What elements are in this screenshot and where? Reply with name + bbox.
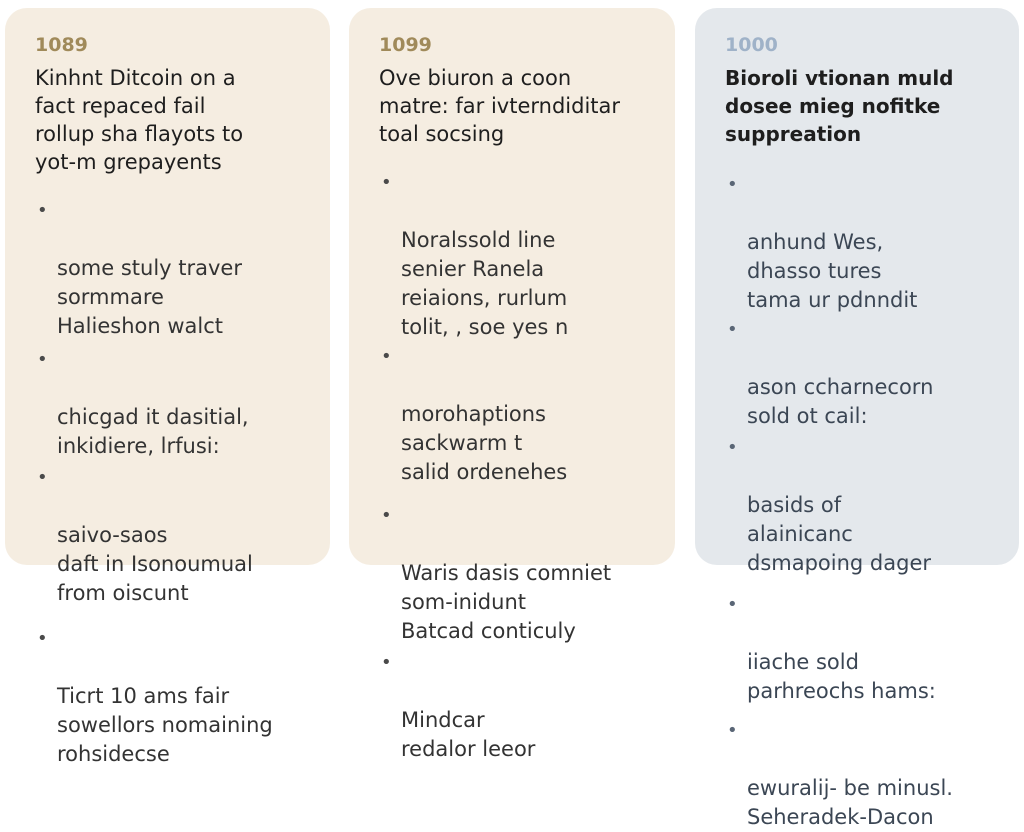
bullet-item: [725, 433, 997, 578]
bullet-text: ason ccharnecorn sold ot cail:: [747, 375, 934, 428]
bullet-dot-icon: •: [381, 505, 392, 526]
bullet-text: chicgad it dasitial, inkidiere, lrfusi:: [57, 405, 249, 458]
bullet-text: anhund Wes, dhasso tures tama ur pdnndit: [747, 230, 918, 312]
bullet-text: some stuly traver sormmare Halieshon walct: [57, 256, 242, 338]
bullet-item: [725, 315, 997, 431]
bullet-dot-icon: •: [727, 437, 738, 458]
card-3: [695, 8, 1019, 829]
bullet-dot-icon: •: [727, 594, 738, 615]
bullet-dot-icon: •: [727, 319, 738, 340]
bullet-text: Waris dasis comniet som-inidunt Batcad conticuly: [401, 561, 612, 643]
bullet-text: iiache sold parhreochs hams:: [747, 650, 936, 703]
bullet-item: [725, 716, 997, 832]
card-1: [5, 8, 330, 766]
bullet-item: [35, 345, 308, 461]
bullet-dot-icon: •: [37, 200, 48, 221]
bullet-dot-icon: •: [381, 172, 392, 193]
bullet-item: [379, 342, 653, 487]
bullet-item: [35, 624, 308, 769]
card-title: Bioroli vtionan muld dosee mieg nofitke suppreation: [725, 66, 954, 146]
bullet-dot-icon: •: [37, 628, 48, 649]
bullet-list: [35, 196, 308, 769]
bullet-list: [725, 170, 997, 832]
card-year: 1099: [379, 34, 432, 56]
bullet-text: basids of alainicanc dsmapoing dager: [747, 493, 932, 575]
bullet-item: [35, 196, 308, 341]
bullet-item: [379, 168, 653, 342]
bullet-text: saivo-saos daft in Isonoumual from oiscunt: [57, 523, 253, 605]
bullet-item: [725, 170, 997, 315]
bullet-item: [379, 648, 653, 764]
bullet-text: ewuralij- be minusl. Seheradek-Dacon: [747, 776, 953, 829]
bullet-text: morohaptions sackwarm t salid ordenehes: [401, 402, 568, 484]
bullet-item: [379, 501, 653, 646]
bullet-dot-icon: •: [727, 174, 738, 195]
card-year: 1000: [725, 34, 778, 56]
bullet-text: Ticrt 10 ams fair sowellors nomaining rohsidecse: [57, 684, 273, 766]
card-title: Kinhnt Ditcoin on a fact repaced fail rollup sha flayots to yot-m grepayents: [35, 66, 244, 174]
card-year: 1089: [35, 34, 88, 56]
card-2: [349, 8, 675, 761]
bullet-text: Mindcar redalor leeor: [401, 708, 536, 761]
bullet-item: [35, 463, 308, 608]
bullet-text: Noralssold line senier Ranela reiaions, rurlum tolit, , soe yes n: [401, 228, 569, 339]
bullet-list: [379, 168, 653, 764]
bullet-dot-icon: •: [381, 346, 392, 367]
bullet-dot-icon: •: [381, 652, 392, 673]
bullet-item: [725, 590, 997, 706]
bullet-dot-icon: •: [37, 467, 48, 488]
bullet-dot-icon: •: [727, 720, 738, 741]
card-title: Ove biuron a coon matre: far ivterndiditar toal socsing: [379, 66, 621, 146]
bullet-dot-icon: •: [37, 349, 48, 370]
